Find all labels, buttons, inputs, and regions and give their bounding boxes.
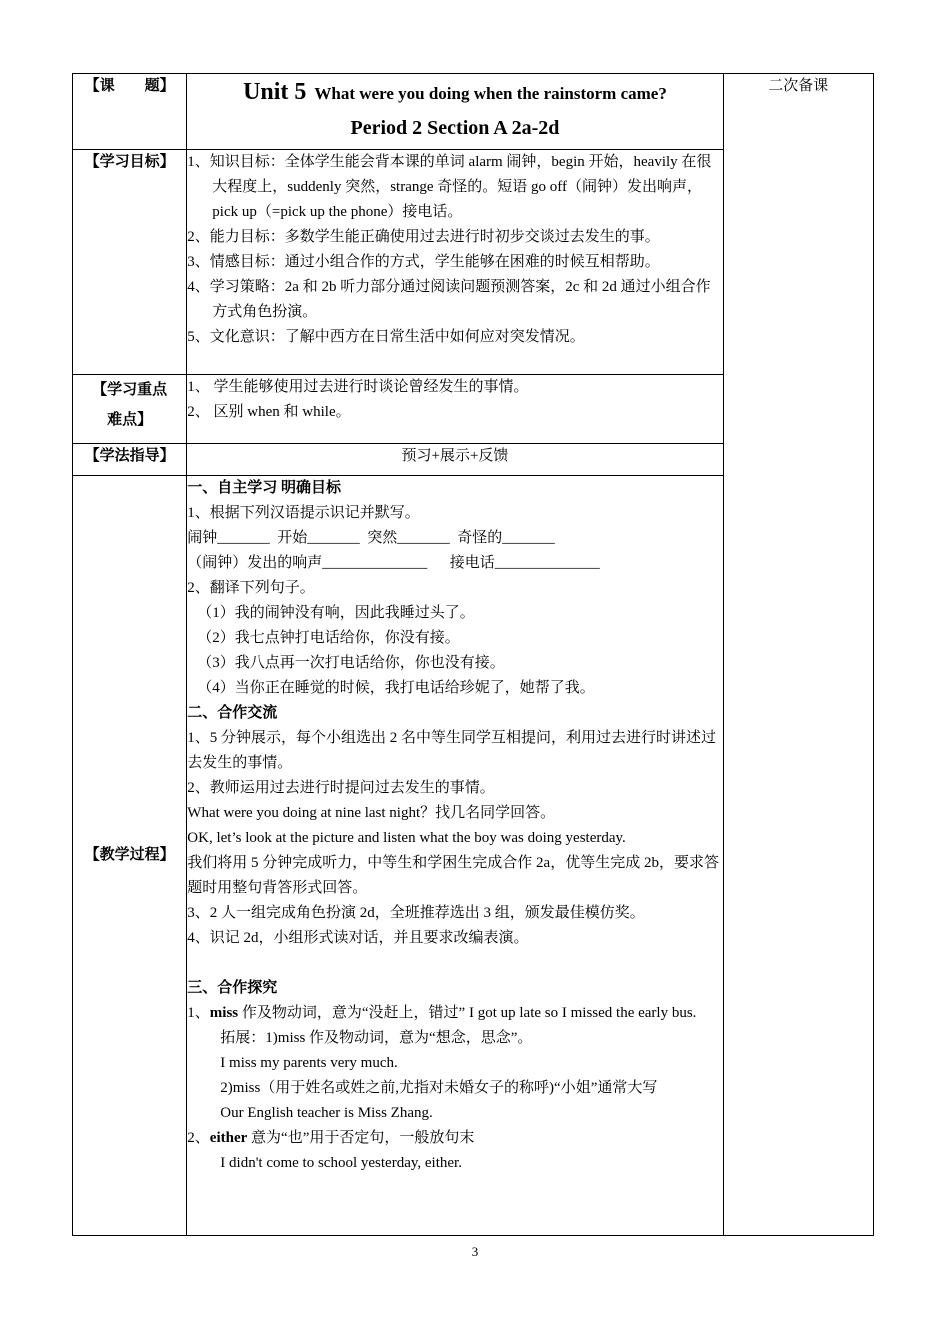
unit-title [187, 74, 722, 113]
part2-line: OK, let’s look at the picture and listen what the boy was doing yesterday. [187, 830, 626, 846]
title-cell [187, 74, 723, 150]
translation-sentence: （2）我七点钟打电话给你，你没有接。 [197, 630, 460, 646]
miss-explanation [187, 1001, 722, 1026]
either-explanation [187, 1126, 722, 1151]
part1-heading: 一、自主学习 明确目标 [187, 480, 342, 496]
method-label: 【学法指导】 [73, 444, 187, 476]
miss-keyword: miss [209, 1005, 239, 1021]
miss-text: 作及物动词，意为“没赶上，错过” I got up late so I missed the early bus. [238, 1005, 697, 1021]
either-keyword: either [209, 1130, 248, 1146]
title-row [73, 74, 874, 150]
process-content [187, 476, 723, 1236]
period-title: Period 2 Section A 2a-2d [350, 117, 560, 139]
goal-item: 1、知识目标：全体学生能会背本课的单词 alarm 闹钟，begin 开始，heavily 在很大程度上，suddenly 突然，strange 奇怪的。短语 go off（闹钟）发出响声，pick up（=pick up the phone）接电话。 [187, 154, 712, 220]
part2-line: 1、5 分钟展示，每个小组选出 2 名中等生同学互相提问，利用过去进行时讲述过去发生的事情。 [187, 730, 717, 771]
keypoints-label-line2: 难点】 [107, 412, 153, 428]
unit-number: Unit 5 [243, 79, 307, 105]
part2-line: 2、教师运用过去进行时提问过去发生的事情。 [187, 780, 495, 796]
lesson-plan-table [72, 73, 874, 1236]
blank-line [187, 951, 722, 976]
part2-line: 我们将用 5 分钟完成听力，中等生和学困生完成合作 2a，优等生完成 2b，要求答题时用整句背答形式回答。 [187, 855, 719, 896]
secondary-prep-column [723, 74, 873, 1236]
either-number: 2、 [187, 1130, 210, 1146]
keypoints-content [187, 375, 723, 444]
miss-extension-2: 2)miss（用于姓名或姓之前,尤指对未婚女子的称呼)“小姐”通常大写 [220, 1080, 658, 1096]
part2-line: What were you doing at nine last night？找几名同学回答。 [187, 805, 556, 821]
goal-item: 2、能力目标：多数学生能正确使用过去进行时初步交谈过去发生的事。 [187, 229, 660, 245]
process-label: 【教学过程】 [73, 476, 187, 1236]
part3-heading: 三、合作探究 [187, 980, 278, 996]
part1-item1: 1、根据下列汉语提示识记并默写。 [187, 505, 420, 521]
miss-extension-1: 拓展：1)miss 作及物动词，意为“想念，思念”。 [220, 1030, 533, 1046]
keypoint-item: 2、 区别 when 和 while。 [187, 404, 351, 420]
part2-line: 4、识记 2d，小组形式读对话，并且要求改编表演。 [187, 930, 529, 946]
goals-label: 【学习目标】 [73, 150, 187, 375]
keypoint-item: 1、 学生能够使用过去进行时谈论曾经发生的事情。 [187, 379, 529, 395]
page-number: 3 [471, 1244, 479, 1259]
miss-example-1: I miss my parents very much. [220, 1055, 398, 1071]
translation-sentence: （3）我八点再一次打电话给你，你也没有接。 [197, 655, 505, 671]
either-example: I didn't come to school yesterday, either. [220, 1155, 462, 1171]
miss-number: 1、 [187, 1005, 210, 1021]
fill-in-line: 闹钟_______ 开始_______ 突然_______ 奇怪的_______ [187, 530, 555, 546]
goal-item: 5、文化意识：了解中西方在日常生活中如何应对突发情况。 [187, 329, 585, 345]
part1-item2: 2、翻译下列句子。 [187, 580, 315, 596]
miss-example-2: Our English teacher is Miss Zhang. [220, 1105, 433, 1121]
topic-label: 【课 题】 [73, 74, 187, 150]
keypoints-label [73, 375, 187, 444]
goal-item: 3、情感目标：通过小组合作的方式，学生能够在困难的时候互相帮助。 [187, 254, 660, 270]
either-text: 意为“也”用于否定句，一般放句末 [247, 1130, 475, 1146]
method-text: 预习+展示+反馈 [187, 444, 723, 476]
fill-in-line: （闹钟）发出的响声______________ 接电话______________ [187, 555, 600, 571]
part2-line: 3、2 人一组完成角色扮演 2d，全班推荐选出 3 组，颁发最佳模仿奖。 [187, 905, 645, 921]
keypoints-label-line1: 【学习重点 [92, 382, 168, 398]
unit-question: What were you doing when the rainstorm came? [314, 84, 667, 103]
translation-sentence: （4）当你正在睡觉的时候，我打电话给珍妮了，她帮了我。 [197, 680, 595, 696]
part2-heading: 二、合作交流 [187, 705, 278, 721]
goal-item: 4、学习策略：2a 和 2b 听力部分通过阅读问题预测答案，2c 和 2d 通过小组合作方式角色扮演。 [187, 279, 711, 320]
goals-content [187, 150, 723, 375]
secondary-prep-label: 二次备课 [768, 78, 829, 94]
translation-sentence: （1）我的闹钟没有响，因此我睡过头了。 [197, 605, 475, 621]
